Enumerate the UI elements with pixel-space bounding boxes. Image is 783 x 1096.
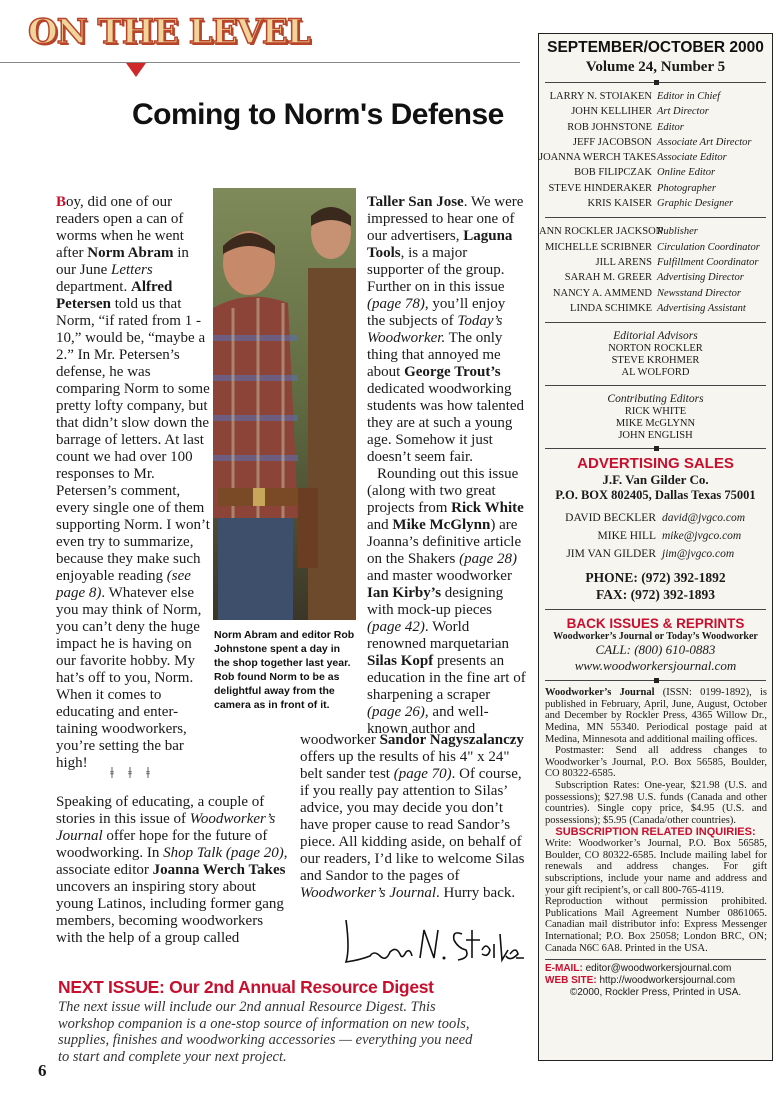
- text-run: . World renowned marquetarian: [367, 619, 510, 652]
- contact-email-link[interactable]: mike@jvgco.com: [662, 530, 742, 543]
- ads-fax: FAX: (972) 392-1893: [596, 587, 715, 603]
- staff-name: BOB FILIPCZAK: [574, 167, 652, 179]
- staff-role: Editor: [657, 121, 684, 133]
- page-number: 6: [38, 1061, 47, 1080]
- staff-list-business: [539, 224, 772, 316]
- back-issues-web[interactable]: www.woodworkersjournal.com: [574, 658, 737, 674]
- staff-name: LINDA SCHIMKE: [570, 302, 652, 314]
- photo-norm-and-rob: [213, 188, 356, 620]
- staff-name: JOANNA WERCH TAKES: [539, 152, 657, 164]
- divider: [545, 217, 766, 218]
- subscription-heading: SUBSCRIPTION RELATED INQUIRIES:: [555, 826, 756, 839]
- staff-name: ROB JOHNSTONE: [567, 121, 652, 133]
- divider: [545, 959, 766, 960]
- staff-row: [539, 89, 772, 104]
- staff-row: [539, 196, 772, 211]
- person-name: JOHN ENGLISH: [618, 430, 693, 442]
- ads-company: J.F. Van Gilder Co.: [602, 472, 709, 488]
- paragraph: [300, 732, 526, 902]
- text-run: . Whatever else you may think of Norm, you can’t deny the huge impact he is having on our favorite hobby. My hat’s off to you, Norm. When it comes to educating and enter-taining woodworkers, you’re setting the bar high!: [56, 585, 202, 771]
- back-issues-sub: Woodworker’s Journal or Today’s Woodworker: [553, 631, 758, 643]
- contrib-heading: Contributing Editors: [607, 393, 704, 406]
- article-column-1-lower: [56, 794, 288, 947]
- text-run: Taller San Jose: [367, 194, 464, 210]
- staff-row: [539, 165, 772, 180]
- article-column-3: [367, 194, 527, 738]
- text-run: woodworker: [300, 732, 380, 748]
- staff-name: JOHN KELLIHER: [571, 106, 652, 118]
- editorial-advisors: [539, 329, 772, 379]
- legal-paragraph: Write: Woodworker’s Journal, P.O. Box 56585, Boulder, CO 80322-6585. Include mailing label for renewals and address changes. For gift subscriptions, include your name and address and your gift recipient’s, or call 800-765-4119.: [545, 838, 767, 896]
- staff-role: Publisher: [657, 226, 698, 238]
- text-run: The only thing that annoyed me about: [367, 330, 503, 380]
- person-name: AL WOLFORD: [621, 367, 690, 379]
- staff-role: Fulfillment Coordinator: [657, 256, 759, 268]
- text-run: Silas Kopf: [367, 653, 434, 669]
- next-issue-title: NEXT ISSUE: Our 2nd Annual Resource Digest: [58, 977, 434, 997]
- divider: [545, 82, 766, 83]
- staff-role: Online Editor: [657, 167, 716, 179]
- text-run: presents an education in the fine art of sharpening a scraper: [367, 653, 526, 703]
- ads-heading: ADVERTISING SALES: [577, 455, 734, 473]
- text-run: (page 26): [367, 704, 425, 720]
- text-run: offers up the results of his 4" x 24" belt sander test: [300, 749, 510, 782]
- staff-name: KRIS KAISER: [587, 198, 652, 210]
- section-logo: ON THE LEVEL: [28, 12, 310, 52]
- staff-role: Associate Editor: [657, 152, 727, 164]
- ad-contact-row: [539, 509, 772, 527]
- staff-row: [539, 240, 772, 255]
- staff-role: Newsstand Director: [657, 287, 741, 299]
- legal-paragraph: Postmaster: Send all address changes to Woodworker’s Journal, P.O. Box 56585, Boulder, CO 80322-6585.: [545, 745, 767, 780]
- text-run: told us that Norm, “if rated from 1 - 10,” would be, “maybe a 2.” In Mr. Petersen’s defense, he was comparing Norm to some pretty lofty company, but that didn’t slow down the barrage of letters. At last count we had over 100 responses to Mr. Petersen’s comment, every single one of them supporting Norm. I won’t even try to summarize, because they make such enjoyable reading: [56, 296, 210, 584]
- text-run: Sandor Nagyszalanczy: [379, 732, 524, 748]
- advisors-heading: Editorial Advisors: [613, 330, 698, 343]
- text-run: Today’s Woodworker.: [367, 313, 503, 346]
- divider: [545, 385, 766, 386]
- text-run: (ISSN: 0199-1892), is published in February, April, June, August, October and December by Rockler Press, 4365 Willow Dr., Medina, MN 55340. Periodical postage paid at Medina, Minnesota and additional mailing offices.: [545, 687, 767, 745]
- photo-caption: Norm Abram and editor Rob Johnstone spent a day in the shop together last year. Rob found Norm to be as delightful away from the camera as in front of it.: [214, 629, 355, 711]
- subscription-info: [539, 838, 772, 954]
- page-title: Coming to Norm's Defense: [132, 98, 504, 131]
- legal-paragraph: Subscription Rates: One-year, $21.98 (U.S. and possessions); $27.98 U.S. funds (Canada and other countries). Single copy price, $4.95 (U.S. and possessions); $5.95 (Canada/other countries).: [545, 779, 767, 826]
- divider: [545, 680, 766, 681]
- divider: [545, 322, 766, 323]
- staff-row: [539, 150, 772, 165]
- web-label: WEB SITE:: [545, 975, 597, 987]
- editor-signature: [340, 910, 525, 975]
- text-run: Norm Abram: [87, 245, 174, 261]
- staff-row: [539, 301, 772, 316]
- staff-role: Art Director: [657, 106, 709, 118]
- text-run: (page 28): [459, 551, 517, 567]
- text-run: . Of course, if you really pay attention to Silas’ advice, you may decide you don’t have proper cause to read Sandor’s piece. All kidding aside, on behalf of our readers, I’d like to welcome Silas and Sandor to the pages of: [300, 766, 525, 884]
- legal-paragraph: Reproduction without permission prohibited. Publications Mail Agreement Number 0861065. Canadian mail distributor info: Express Messenger International; P.O. Box 25058; London BRC, ON; Canada N6C 6A8. Printed in the USA.: [545, 896, 767, 954]
- contact-email-link[interactable]: jim@jvgco.com: [662, 548, 735, 561]
- text-run: Speaking of educating, a couple of stories in this issue of: [56, 794, 265, 827]
- staff-row: [539, 135, 772, 150]
- copyright: ©2000, Rockler Press, Printed in USA.: [569, 987, 742, 999]
- next-issue-body: The next issue will include our 2nd annual Resource Digest. This workshop companion is a one-stop source of information on new tools, supplies, finishes and woodworking accessories — everything you need to start and complete your next project.: [58, 999, 473, 1065]
- text-run: , associate editor: [56, 845, 288, 878]
- ads-contacts: [539, 509, 772, 563]
- staff-name: SARAH M. GREER: [564, 272, 652, 284]
- text-run: offer hope for the future of woodworking. In: [56, 828, 268, 861]
- section-dingbats: ǂǂǂ: [110, 765, 164, 782]
- text-run: dedicated woodworking students was how talented they are at such a young age. Somehow it just doesn’t seem fair.: [367, 381, 525, 465]
- publication-info: [539, 687, 772, 826]
- staff-name: ANN ROCKLER JACKSON: [539, 226, 664, 238]
- person-name: NORTON ROCKLER: [608, 343, 703, 355]
- staff-role: Associate Art Director: [657, 136, 752, 148]
- text-run: Woodworker’s Journal: [300, 885, 436, 901]
- header-rule: [0, 62, 520, 63]
- back-issues-heading: BACK ISSUES & REPRINTS: [566, 616, 745, 632]
- text-run: and master woodworker: [367, 568, 512, 584]
- text-run: George Trout’s: [404, 364, 501, 380]
- ads-address: P.O. BOX 802405, Dallas Texas 75001: [555, 488, 756, 503]
- text-run: uncovers an inspiring story about young Latinos, including former gang members, becoming woodworkers with the help of a group called: [56, 879, 284, 946]
- person-name: STEVE KROHMER: [611, 355, 700, 367]
- staff-row: [539, 224, 772, 239]
- paragraph: [56, 194, 211, 772]
- staff-name: NANCY A. AMMEND: [552, 287, 652, 299]
- text-run: (page 78): [367, 296, 425, 312]
- text-run: Joanna Werch Takes: [152, 862, 286, 878]
- text-run: Laguna Tools: [367, 228, 513, 261]
- staff-name: MICHELLE SCRIBNER: [544, 241, 652, 253]
- red-triangle-icon: [126, 63, 146, 77]
- text-run: , is a major supporter of the group. Further on in this issue: [367, 245, 505, 295]
- staff-list-editorial: [539, 89, 772, 211]
- staff-role: Circulation Coordinator: [657, 241, 760, 253]
- contact-name: DAVID BECKLER: [565, 512, 656, 525]
- text-run: Mike McGlynn: [392, 517, 491, 533]
- staff-row: [539, 270, 772, 285]
- text-run: . We were impressed to hear one of our advertisers,: [367, 194, 524, 244]
- email-label: E-MAIL:: [545, 963, 583, 975]
- email-link[interactable]: editor@woodworkersjournal.com: [585, 963, 732, 975]
- text-run: in our June: [56, 245, 189, 278]
- contact-email: [539, 963, 772, 975]
- text-run: and: [367, 517, 393, 533]
- paragraph: [56, 794, 288, 947]
- text-run: department.: [56, 279, 131, 295]
- contact-email-link[interactable]: david@jvgco.com: [662, 512, 746, 525]
- text-run: , and well-known author and: [367, 704, 489, 737]
- article-column-3-lower: [300, 732, 526, 902]
- staff-role: Advertising Assistant: [657, 302, 746, 314]
- text-run: (see page 8): [56, 568, 191, 601]
- staff-name: STEVE HINDERAKER: [548, 182, 652, 194]
- staff-row: [539, 104, 772, 119]
- staff-row: [539, 255, 772, 270]
- ads-phone: PHONE: (972) 392-1892: [585, 570, 726, 586]
- divider: [545, 448, 766, 449]
- staff-name: LARRY N. STOIAKEN: [549, 91, 652, 102]
- text-run: (page 70): [393, 766, 452, 782]
- divider: [545, 609, 766, 610]
- ad-contact-row: [539, 545, 772, 563]
- staff-row: [539, 286, 772, 301]
- ad-contact-row: [539, 527, 772, 545]
- contact-web: [539, 975, 772, 987]
- text-run: oy, did one of our readers open a can of worms when he went after: [56, 194, 184, 261]
- issue-volume: Volume 24, Number 5: [585, 59, 726, 75]
- staff-name: JILL ARENS: [595, 256, 652, 268]
- masthead-box: [538, 33, 773, 1061]
- person-name: RICK WHITE: [624, 406, 687, 418]
- legal-paragraph: [545, 687, 767, 745]
- staff-role: Graphic Designer: [657, 198, 734, 210]
- article-column-1: [56, 194, 211, 772]
- text-run: Rick White: [451, 500, 524, 516]
- contact-name: JIM VAN GILDER: [566, 548, 656, 561]
- text-run: . Hurry back.: [435, 885, 516, 901]
- staff-role: Editor in Chief: [657, 91, 720, 102]
- staff-row: [539, 181, 772, 196]
- back-issues-phone: CALL: (800) 610-0883: [595, 642, 716, 658]
- text-run: Letters: [111, 262, 153, 278]
- contact-name: MIKE HILL: [597, 530, 656, 543]
- text-run: (page 42): [367, 619, 425, 635]
- contributing-editors: [539, 392, 772, 442]
- text-run: Ian Kirby’s: [367, 585, 442, 601]
- text-run: designing with mock-up pieces: [367, 585, 504, 618]
- text-run: , you’ll enjoy the subjects of: [367, 296, 506, 329]
- staff-row: [539, 120, 772, 135]
- text-run: Woodworker’s Journal: [545, 687, 655, 699]
- issue-date: SEPTEMBER/OCTOBER 2000: [547, 39, 764, 56]
- staff-name: JEFF JACOBSON: [572, 136, 652, 148]
- text-run: Shop Talk (page 20): [163, 845, 284, 861]
- text-run: Rounding out this issue (along with two great projects from: [367, 466, 519, 516]
- staff-role: Advertising Director: [657, 272, 744, 284]
- web-link[interactable]: http://woodworkersjournal.com: [599, 975, 736, 987]
- text-run: Woodworker’s Journal: [56, 811, 276, 844]
- text-run: B: [56, 194, 67, 210]
- text-run: Alfred Petersen: [56, 279, 173, 312]
- person-name: MIKE McGLYNN: [615, 418, 696, 430]
- paragraph: [367, 466, 527, 738]
- text-run: ) are Joanna’s definitive article on the Shakers: [367, 517, 522, 567]
- paragraph: [367, 194, 527, 466]
- staff-role: Photographer: [657, 182, 716, 194]
